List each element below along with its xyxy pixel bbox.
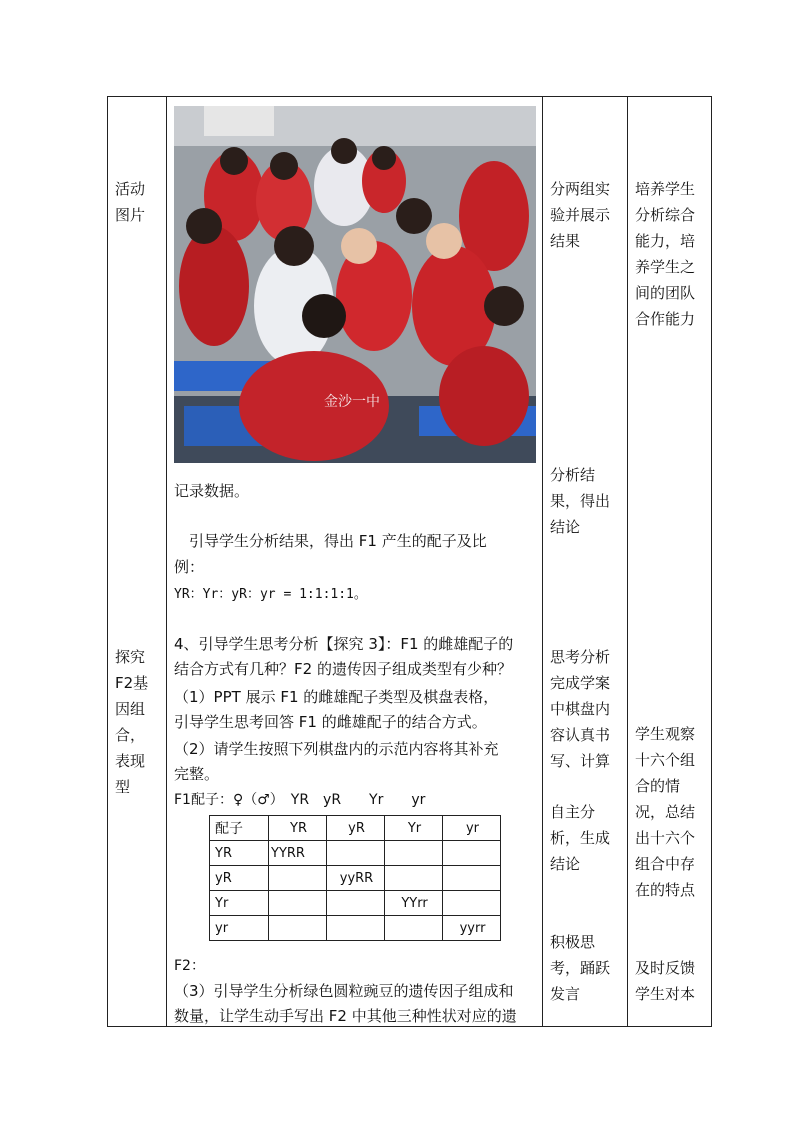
photo-banner-text: 金沙一中 xyxy=(324,394,380,410)
punnett-cell xyxy=(327,916,385,941)
text-guide-analysis: 引导学生分析结果，得出 F1 产生的配子及比 xyxy=(174,532,487,550)
punnett-row-header: YR xyxy=(210,841,269,866)
student-activity-group-experiment: 分两组实 验并展示 结果 xyxy=(550,180,611,250)
student-activity-think-analyze: 思考分析 完成学案 中棋盘内 容认真书 写、计算 xyxy=(550,648,611,770)
student-activity-analyze-results: 分析结 果，得出 结论 xyxy=(550,466,611,536)
text-step4-line2: 结合方式有几种？F2 的遗传因子组成类型有少种？ xyxy=(174,660,512,678)
text-step4-sub2-line1: （2）请学生按照下列棋盘内的示范内容将其补充 xyxy=(174,740,499,758)
column-divider xyxy=(627,96,628,1027)
text-f1-gametes: F1配子：♀（♂） YR yR Yr yr xyxy=(174,792,426,808)
punnett-cell xyxy=(443,866,501,891)
punnett-cell xyxy=(443,891,501,916)
design-intent-observe: 学生观察 十六个组 合的情 况，总结 出十六个 组合中存 在的特点 xyxy=(635,725,696,899)
punnett-header-cell: YR xyxy=(269,816,327,841)
punnett-header-cell: yr xyxy=(443,816,501,841)
table-row xyxy=(210,816,501,841)
label-explore-f2: 探究 F2基 因组 合， 表现 型 xyxy=(115,648,149,796)
text-record-data: 记录数据。 xyxy=(174,482,250,500)
table-row xyxy=(210,916,501,941)
table-row xyxy=(210,866,501,891)
punnett-cell xyxy=(269,891,327,916)
table-row xyxy=(210,891,501,916)
column-divider xyxy=(542,96,543,1027)
punnett-cell xyxy=(385,866,443,891)
punnett-cell xyxy=(327,841,385,866)
text-step4-sub1-line2: 引导学生思考回答 F1 的雌雄配子的结合方式。 xyxy=(174,713,487,731)
text-step4-line1: 4、引导学生思考分析【探究 3】：F1 的雌雄配子的 xyxy=(174,635,514,653)
text-step4-sub3-line1: （3）引导学生分析绿色圆粒豌豆的遗传因子组成和 xyxy=(174,982,514,1000)
punnett-cell: yyrr xyxy=(443,916,501,941)
text-step4-sub2-line2: 完整。 xyxy=(174,765,220,783)
punnett-cell xyxy=(327,891,385,916)
design-intent-cultivate: 培养学生 分析综合 能力，培 养学生之 间的团队 合作能力 xyxy=(635,180,696,328)
punnett-cell: yyRR xyxy=(327,866,385,891)
punnett-cell xyxy=(269,866,327,891)
punnett-header-cell: 配子 xyxy=(210,816,269,841)
punnett-square xyxy=(209,815,501,941)
punnett-cell: YYrr xyxy=(385,891,443,916)
punnett-row-header: yr xyxy=(210,916,269,941)
punnett-row-header: yR xyxy=(210,866,269,891)
punnett-cell xyxy=(269,916,327,941)
text-step4-sub3-line2: 数量，让学生动手写出 F2 中其他三种性状对应的遗 xyxy=(174,1007,517,1025)
text-gamete-ratio: YR：Yr：yR：yr = 1:1:1:1。 xyxy=(174,587,367,602)
punnett-cell xyxy=(385,841,443,866)
punnett-header-cell: Yr xyxy=(385,816,443,841)
student-activity-independent: 自主分 析，生成 结论 xyxy=(550,803,611,873)
punnett-cell xyxy=(385,916,443,941)
punnett-cell: YYRR xyxy=(269,841,327,866)
text-step4-sub1-line1: （1）PPT 展示 F1 的雌雄配子类型及棋盘表格， xyxy=(174,688,499,706)
label-activity-pictures: 活动 图片 xyxy=(115,180,146,224)
student-activity-active-thinking: 积极思 考，踊跃 发言 xyxy=(550,933,611,1003)
table-row xyxy=(210,841,501,866)
punnett-row-header: Yr xyxy=(210,891,269,916)
activity-photo xyxy=(174,106,536,463)
text-guide-analysis-2: 例： xyxy=(174,558,205,576)
punnett-header-cell: yR xyxy=(327,816,385,841)
design-intent-feedback: 及时反馈 学生对本 xyxy=(635,959,696,1003)
text-f2-label: F2： xyxy=(174,958,205,974)
punnett-cell xyxy=(443,841,501,866)
column-divider xyxy=(166,96,167,1027)
